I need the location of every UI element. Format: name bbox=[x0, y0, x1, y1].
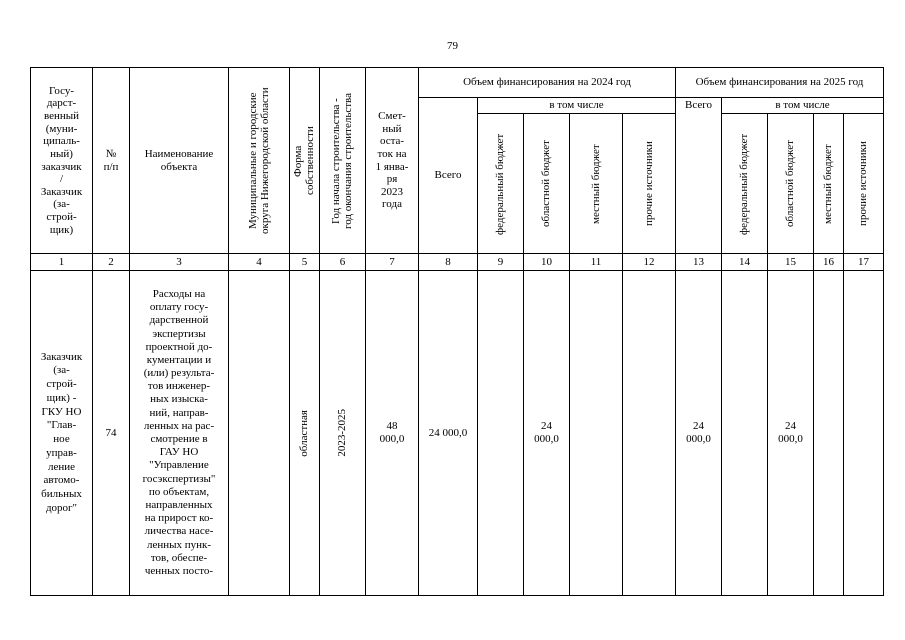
row-regional-2024: 24 000,0 bbox=[524, 271, 570, 596]
header-customer: Госу- дарст- венный (муни- ципаль- ный) заказчик / Заказчик (за- строй- щик) bbox=[31, 68, 93, 254]
column-number: 10 bbox=[524, 254, 570, 271]
header-including-2025: в том числе bbox=[722, 98, 884, 114]
header-regional-2025-cell bbox=[768, 114, 814, 254]
row-other-2025 bbox=[844, 271, 884, 596]
header-local-2025-cell bbox=[814, 114, 844, 254]
column-number: 12 bbox=[623, 254, 676, 271]
page-number: 79 bbox=[447, 40, 458, 52]
table-row bbox=[31, 271, 884, 596]
header-years: Год начала строительства - год окончания строительства bbox=[330, 92, 355, 229]
header-object-name: Наименование объекта bbox=[130, 68, 229, 254]
row-total-2024: 24 000,0 bbox=[419, 271, 478, 596]
row-federal-2024 bbox=[478, 271, 524, 596]
row-municipality bbox=[229, 271, 290, 596]
column-number: 2 bbox=[93, 254, 130, 271]
header-number: № п/п bbox=[93, 68, 130, 254]
column-number: 11 bbox=[570, 254, 623, 271]
header-total-2024: Всего bbox=[419, 98, 478, 254]
row-local-2024 bbox=[570, 271, 623, 596]
row-object-name: Расходы на оплату госу- дарственной экспертизы проектной до- кументации и (или) результа- тов инженер- ных изыска- ний, направ- ленных на рас- смотрение в ГАУ НО "Управление госэкспертизы" по объектам, направленных на прирост ко- личества насе- ленных пунк- тов, обеспе- ченных посто- bbox=[130, 271, 229, 596]
header-regional-2025: областной бюджет bbox=[784, 140, 797, 227]
row-estimate: 48 000,0 bbox=[366, 271, 419, 596]
header-years-cell bbox=[320, 68, 366, 254]
column-number: 7 bbox=[366, 254, 419, 271]
column-number: 17 bbox=[844, 254, 884, 271]
row-customer: Заказчик (за- строй- щик) - ГКУ НО "Глав- ное управ- ление автомо- бильных дорог" bbox=[31, 271, 93, 596]
header-including-2024: в том числе bbox=[478, 98, 676, 114]
column-number: 9 bbox=[478, 254, 524, 271]
row-total-2025: 24 000,0 bbox=[676, 271, 722, 596]
header-regional-2024: областной бюджет bbox=[540, 140, 553, 227]
row-local-2025 bbox=[814, 271, 844, 596]
row-other-2024 bbox=[623, 271, 676, 596]
header-local-2025: местный бюджет bbox=[822, 143, 835, 224]
column-number: 8 bbox=[419, 254, 478, 271]
row-ownership: областная bbox=[298, 409, 311, 457]
header-fin-2025: Объем финансирования на 2025 год bbox=[676, 68, 884, 98]
header-federal-2024: федеральный бюджет bbox=[494, 132, 507, 235]
header-other-2024-cell bbox=[623, 114, 676, 254]
header-fin-2024: Объем финансирования на 2024 год bbox=[419, 68, 676, 98]
row-number: 74 bbox=[93, 271, 130, 596]
header-federal-2025: федеральный бюджет bbox=[738, 132, 751, 235]
header-federal-2024-cell bbox=[478, 114, 524, 254]
header-ownership-cell bbox=[290, 68, 320, 254]
column-number: 5 bbox=[290, 254, 320, 271]
row-regional-2025: 24 000,0 bbox=[768, 271, 814, 596]
column-number: 13 bbox=[676, 254, 722, 271]
column-number: 6 bbox=[320, 254, 366, 271]
header-estimate: Смет- ный остa- ток на 1 янва- ря 2023 года bbox=[366, 68, 419, 254]
financing-table bbox=[30, 67, 884, 596]
header-regional-2024-cell bbox=[524, 114, 570, 254]
header-total-2025: Всего bbox=[676, 98, 722, 254]
header-local-2024-cell bbox=[570, 114, 623, 254]
header-other-2025-cell bbox=[844, 114, 884, 254]
header-municipality: Муниципальные и городские округа Нижегородской области bbox=[246, 87, 271, 234]
column-number: 14 bbox=[722, 254, 768, 271]
column-number: 3 bbox=[130, 254, 229, 271]
header-other-2024: прочие источники bbox=[642, 141, 655, 226]
row-ownership-cell bbox=[290, 271, 320, 596]
column-number: 16 bbox=[814, 254, 844, 271]
header-federal-2025-cell bbox=[722, 114, 768, 254]
column-number: 15 bbox=[768, 254, 814, 271]
row-years: 2023-2025 bbox=[336, 409, 349, 457]
header-other-2025: прочие источники bbox=[857, 141, 870, 226]
row-federal-2025 bbox=[722, 271, 768, 596]
column-number: 4 bbox=[229, 254, 290, 271]
header-municipality-cell bbox=[229, 68, 290, 254]
header-ownership: Форма собственности bbox=[292, 126, 317, 195]
header-local-2024: местный бюджет bbox=[589, 143, 602, 224]
column-number: 1 bbox=[31, 254, 93, 271]
row-years-cell bbox=[320, 271, 366, 596]
